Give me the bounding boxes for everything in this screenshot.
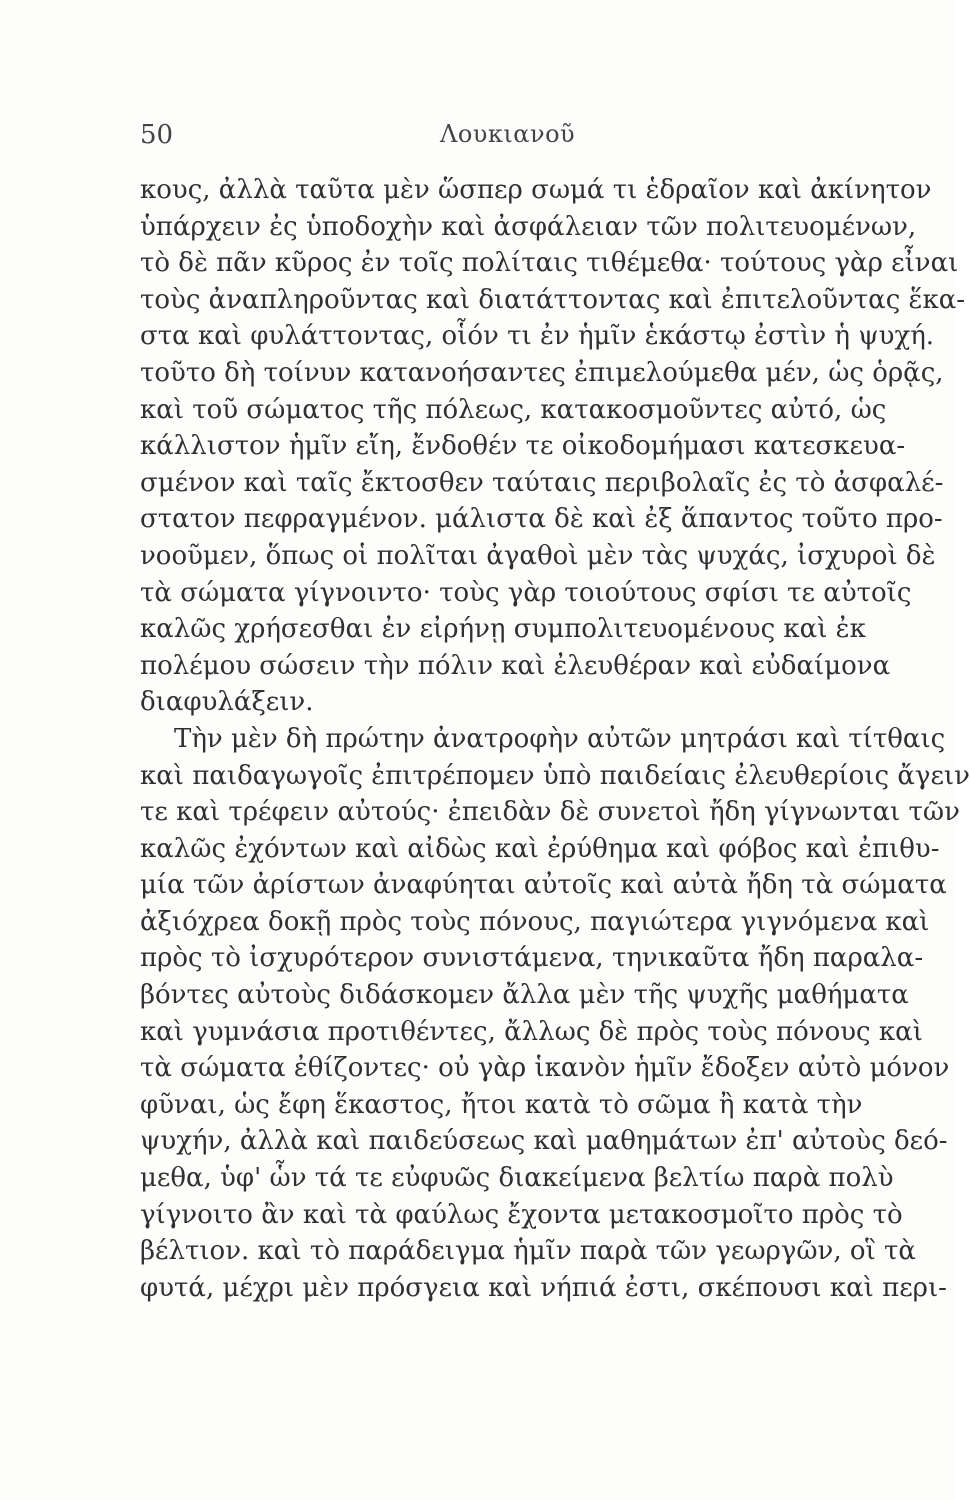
text-line: τοῦτο δὴ τοίνυν κατανοήσαντες ἐπιμελούμεθα μέν, ὡς ὁρᾷς,	[140, 357, 944, 388]
text-line: κάλλιστον ἡμῖν εἴη, ἔνδοθέν τε οἰκοδομήμασι κατεσκευα-	[140, 431, 906, 462]
text-line: τε καὶ τρέφειν αὐτούς· ἐπειδὰν δὲ συνετοὶ ἤδη γίγνωνται τῶν	[140, 797, 960, 828]
text-line: γίγνοιτο ἂν καὶ τὰ φαύλως ἔχοντα μετακοσμοῖτο πρὸς τὸ	[140, 1199, 903, 1230]
text-line: ἀξιόχρεα δοκῇ πρὸς τοὺς πόνους, παγιώτερα γιγνόμενα καὶ	[140, 906, 930, 937]
text-line: διαφυλάξειν.	[140, 687, 314, 718]
page-number: 50	[140, 120, 174, 150]
text-line: τὰ σώματα ἐθίζοντες· οὐ γὰρ ἱκανὸν ἡμῖν ἔδοξεν αὐτὸ μόνον	[140, 1053, 950, 1084]
text-line: φῦναι, ὡς ἔφη ἕκαστος, ἤτοι κατὰ τὸ σῶμα ἢ κατὰ τὴν	[140, 1089, 863, 1120]
text-line: βέλτιον. καὶ τὸ παράδειγμα ἡμῖν παρὰ τῶν γεωργῶν, οἳ τὰ	[140, 1236, 916, 1267]
text-line: κους, ἀλλὰ ταῦτα μὲν ὥσπερ σωμά τι ἑδραῖον καὶ ἀκίνητον	[140, 175, 932, 205]
text-line: σμένον καὶ ταῖς ἔκτοσθεν ταύταις περιβολαῖς ἐς τὸ ἀσφαλέ-	[140, 467, 944, 498]
text-line: τὸ δὲ πᾶν κῦρος ἐν τοῖς πολίταις τιθέμεθα· τούτους γὰρ εἶναι	[140, 248, 959, 279]
text-line: νοοῦμεν, ὅπως οἱ πολῖται ἀγαθοὶ μὲν τὰς ψυχάς, ἰσχυροὶ δὲ	[140, 540, 936, 571]
text-line: στα καὶ φυλάττοντας, οἷόν τι ἐν ἡμῖν ἑκάστῳ ἐστὶν ἡ ψυχή.	[140, 321, 935, 352]
text-line: τὰ σώματα γίγνοιντο· τοὺς γὰρ τοιούτους σφίσι τε αὐτοῖς	[140, 577, 912, 608]
page-header	[140, 120, 860, 160]
text-line: πολέμου σώσειν τὴν πόλιν καὶ ἐλευθέραν καὶ εὐδαίμονα	[140, 650, 891, 681]
text-line: βόντες αὐτοὺς διδάσκομεν ἄλλα μὲν τῆς ψυχῆς μαθήματα	[140, 980, 909, 1011]
text-line: τοὺς ἀναπληροῦντας καὶ διατάττοντας καὶ ἐπιτελοῦντας ἕκα-	[140, 284, 966, 315]
text-line: καλῶς χρήσεσθαι ἐν εἰρήνῃ συμπολιτευομένους καὶ ἐκ	[140, 614, 866, 645]
text-line: καὶ παιδαγωγοῖς ἐπιτρέπομεν ὑπὸ παιδείαις ἐλευθερίοις ἄγειν	[140, 760, 970, 791]
text-line: στατον πεφραγμένον. μάλιστα δὲ καὶ ἐξ ἅπαντος τοῦτο προ-	[140, 504, 943, 535]
running-head: Λουκιανοῦ	[440, 120, 576, 148]
text-line: πρὸς τὸ ἰσχυρότερον συνιστάμενα, τηνικαῦτα ἤδη παραλα-	[140, 943, 924, 974]
text-line: Τὴν μὲν δὴ πρώτην ἀνατροφὴν αὐτῶν μητράσι καὶ τίτθαις	[174, 723, 946, 754]
text-line: μεθα, ὑφ' ὧν τά τε εὐφυῶς διακείμενα βελτίω παρὰ πολὺ	[140, 1163, 894, 1194]
text-line: καλῶς ἐχόντων καὶ αἰδὼς καὶ ἐρύθημα καὶ φόβος καὶ ἐπιθυ-	[140, 833, 940, 864]
text-line: ὑπάρχειν ἐς ὑποδοχὴν καὶ ἀσφάλειαν τῶν πολιτευομένων,	[140, 211, 917, 242]
text-line: φυτά, μέχρι μὲν πρόσγεια καὶ νήπιά ἐστι, σκέπουσι καὶ περι-	[140, 1272, 947, 1303]
text-line: καὶ γυμνάσια προτιθέντες, ἄλλως δὲ πρὸς τοὺς πόνους καὶ	[140, 1016, 923, 1047]
text-line: καὶ τοῦ σώματος τῆς πόλεως, κατακοσμοῦντες αὐτό, ὡς	[140, 394, 887, 425]
text-line: ψυχήν, ἀλλὰ καὶ παιδεύσεως καὶ μαθημάτων ἐπ' αὐτοὺς δεό-	[140, 1126, 948, 1157]
body-text	[140, 172, 970, 1306]
text-line: μία τῶν ἀρίστων ἀναφύηται αὐτοῖς καὶ αὐτὰ ἤδη τὰ σώματα	[140, 870, 947, 901]
